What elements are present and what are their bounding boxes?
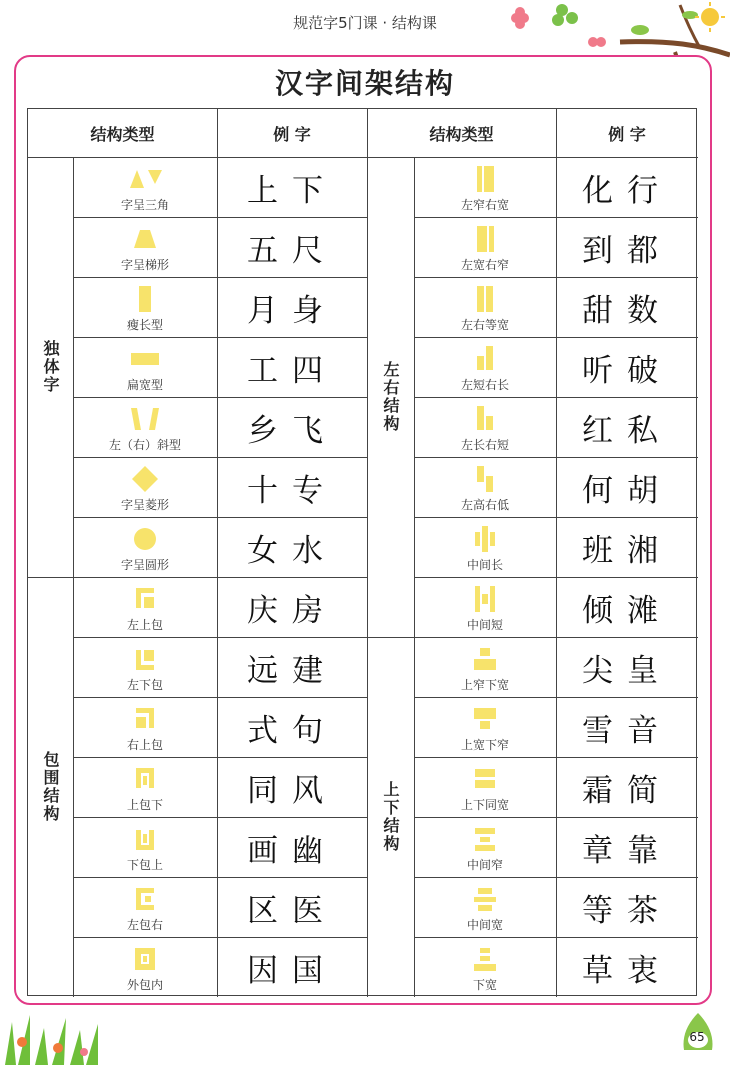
example-characters: 化行 bbox=[582, 172, 672, 209]
header-title: 规范字5门课 · 结构课 bbox=[293, 14, 437, 32]
structure-type-cell bbox=[414, 337, 556, 397]
structure-type-label: 中间长 bbox=[466, 558, 503, 572]
left-header-type: 结构类型 bbox=[90, 124, 155, 144]
structure-type-cell bbox=[73, 517, 217, 577]
structure-type-label: 左窄右宽 bbox=[460, 198, 509, 212]
example-characters: 上下 bbox=[247, 172, 337, 209]
example-characters: 因国 bbox=[247, 952, 337, 989]
slant-icon bbox=[125, 406, 165, 432]
structure-type-cell bbox=[73, 577, 217, 637]
structure-table bbox=[27, 108, 697, 996]
structure-type-label: 左右等宽 bbox=[460, 318, 509, 332]
wrap-full-icon bbox=[125, 946, 165, 972]
example-characters: 乡飞 bbox=[247, 412, 337, 449]
example-characters: 霜简 bbox=[582, 772, 672, 809]
right-header-example: 例 字 bbox=[608, 124, 646, 144]
wrap-top-icon bbox=[125, 766, 165, 792]
structure-type-label: 字呈三角 bbox=[120, 198, 169, 212]
example-characters: 班湘 bbox=[582, 532, 672, 569]
example-characters: 庆房 bbox=[247, 592, 337, 629]
group-baowei: 包围结构 bbox=[41, 751, 60, 823]
example-characters: 式句 bbox=[247, 712, 337, 749]
left-header-example: 例 字 bbox=[273, 124, 311, 144]
example-characters: 何胡 bbox=[582, 472, 672, 509]
example-characters: 五尺 bbox=[247, 232, 337, 269]
structure-type-label: 字呈菱形 bbox=[120, 498, 169, 512]
structure-type-label: 上下同宽 bbox=[460, 798, 509, 812]
example-characters: 草衷 bbox=[582, 952, 672, 989]
example-characters: 女水 bbox=[247, 532, 337, 569]
structure-type-label: 左高右低 bbox=[460, 498, 509, 512]
structure-type-label: 中间宽 bbox=[466, 918, 503, 932]
structure-type-label: 外包内 bbox=[126, 978, 163, 992]
example-characters: 区医 bbox=[247, 892, 337, 929]
structure-type-cell bbox=[73, 817, 217, 877]
example-characters: 红私 bbox=[582, 412, 672, 449]
structure-type-cell bbox=[73, 157, 217, 217]
structure-type-cell bbox=[414, 877, 556, 937]
group-zuoyou: 左右结构 bbox=[381, 361, 400, 433]
page-number: 65 bbox=[689, 1030, 705, 1044]
short-left-icon bbox=[465, 346, 505, 372]
middle-wide-icon bbox=[465, 886, 505, 912]
structure-type-cell bbox=[414, 517, 556, 577]
long-left-icon bbox=[465, 406, 505, 432]
structure-type-label: 上窄下宽 bbox=[460, 678, 509, 692]
structure-type-label: 中间窄 bbox=[466, 858, 503, 872]
structure-type-label: 左短右长 bbox=[460, 378, 509, 392]
structure-type-cell bbox=[73, 877, 217, 937]
middle-short-icon bbox=[465, 586, 505, 612]
group-duti: 独体字 bbox=[41, 340, 60, 394]
example-characters: 画幽 bbox=[247, 832, 337, 869]
middle-long-icon bbox=[465, 526, 505, 552]
example-characters: 到都 bbox=[582, 232, 672, 269]
narrow-top-icon bbox=[465, 646, 505, 672]
diamond-icon bbox=[125, 466, 165, 492]
structure-type-label: 左长右短 bbox=[460, 438, 509, 452]
wrap-left-icon bbox=[125, 886, 165, 912]
structure-type-label: 下宽 bbox=[472, 978, 497, 992]
example-characters: 听破 bbox=[582, 352, 672, 389]
structure-type-cell bbox=[73, 277, 217, 337]
structure-type-cell bbox=[73, 757, 217, 817]
structure-type-cell bbox=[73, 337, 217, 397]
grass-decoration bbox=[0, 1010, 110, 1065]
circle-icon bbox=[125, 526, 165, 552]
middle-narrow-icon bbox=[465, 826, 505, 852]
structure-type-cell bbox=[414, 577, 556, 637]
structure-type-label: 左（右）斜型 bbox=[108, 438, 181, 452]
structure-type-cell bbox=[414, 457, 556, 517]
structure-type-label: 中间短 bbox=[466, 618, 503, 632]
page-title: 汉字间架结构 bbox=[274, 67, 455, 100]
structure-type-cell bbox=[73, 217, 217, 277]
structure-type-cell bbox=[73, 397, 217, 457]
wide-rect-icon bbox=[125, 346, 165, 372]
triangle-icon bbox=[125, 166, 165, 192]
structure-type-cell bbox=[414, 397, 556, 457]
structure-type-cell bbox=[414, 157, 556, 217]
structure-type-label: 左宽右窄 bbox=[460, 258, 509, 272]
example-characters: 等茶 bbox=[582, 892, 672, 929]
structure-type-cell bbox=[414, 817, 556, 877]
right-header-type: 结构类型 bbox=[429, 124, 494, 144]
structure-type-cell bbox=[73, 697, 217, 757]
tall-rect-icon bbox=[125, 286, 165, 312]
example-characters: 远建 bbox=[247, 652, 337, 689]
structure-type-cell bbox=[73, 637, 217, 697]
structure-type-cell bbox=[73, 937, 217, 997]
structure-type-cell bbox=[73, 457, 217, 517]
trapezoid-icon bbox=[125, 226, 165, 252]
wrap-top-left-icon bbox=[125, 586, 165, 612]
example-characters: 同风 bbox=[247, 772, 337, 809]
example-characters: 工四 bbox=[247, 352, 337, 389]
example-characters: 尖皇 bbox=[582, 652, 672, 689]
structure-type-cell bbox=[414, 757, 556, 817]
structure-type-label: 上包下 bbox=[126, 798, 163, 812]
wrap-top-right-icon bbox=[125, 706, 165, 732]
example-characters: 甜数 bbox=[582, 292, 672, 329]
structure-type-label: 左下包 bbox=[126, 678, 163, 692]
structure-type-cell bbox=[414, 697, 556, 757]
narrow-left-icon bbox=[465, 166, 505, 192]
wrap-bottom-icon bbox=[125, 826, 165, 852]
structure-type-label: 字呈梯形 bbox=[120, 258, 169, 272]
structure-type-label: 瘦长型 bbox=[126, 318, 163, 332]
wide-top-icon bbox=[465, 706, 505, 732]
example-characters: 十专 bbox=[247, 472, 337, 509]
wide-bottom-icon bbox=[465, 946, 505, 972]
structure-type-label: 上宽下窄 bbox=[460, 738, 509, 752]
structure-type-label: 下包上 bbox=[126, 858, 163, 872]
equal-tb-icon bbox=[465, 766, 505, 792]
wrap-bottom-left-icon bbox=[125, 646, 165, 672]
structure-type-label: 左包右 bbox=[126, 918, 163, 932]
grid-line bbox=[367, 109, 368, 997]
example-characters: 月身 bbox=[247, 292, 337, 329]
structure-type-cell bbox=[414, 937, 556, 997]
example-characters: 雪音 bbox=[582, 712, 672, 749]
structure-type-label: 字呈圆形 bbox=[120, 558, 169, 572]
structure-type-cell bbox=[414, 277, 556, 337]
wide-left-icon bbox=[465, 226, 505, 252]
structure-type-label: 左上包 bbox=[126, 618, 163, 632]
example-characters: 章靠 bbox=[582, 832, 672, 869]
structure-type-cell bbox=[414, 217, 556, 277]
high-left-icon bbox=[465, 466, 505, 492]
structure-type-label: 扁宽型 bbox=[126, 378, 163, 392]
equal-lr-icon bbox=[465, 286, 505, 312]
structure-type-label: 右上包 bbox=[126, 738, 163, 752]
group-shangxia: 上下结构 bbox=[381, 781, 400, 853]
example-characters: 倾滩 bbox=[582, 592, 672, 629]
structure-type-cell bbox=[414, 637, 556, 697]
